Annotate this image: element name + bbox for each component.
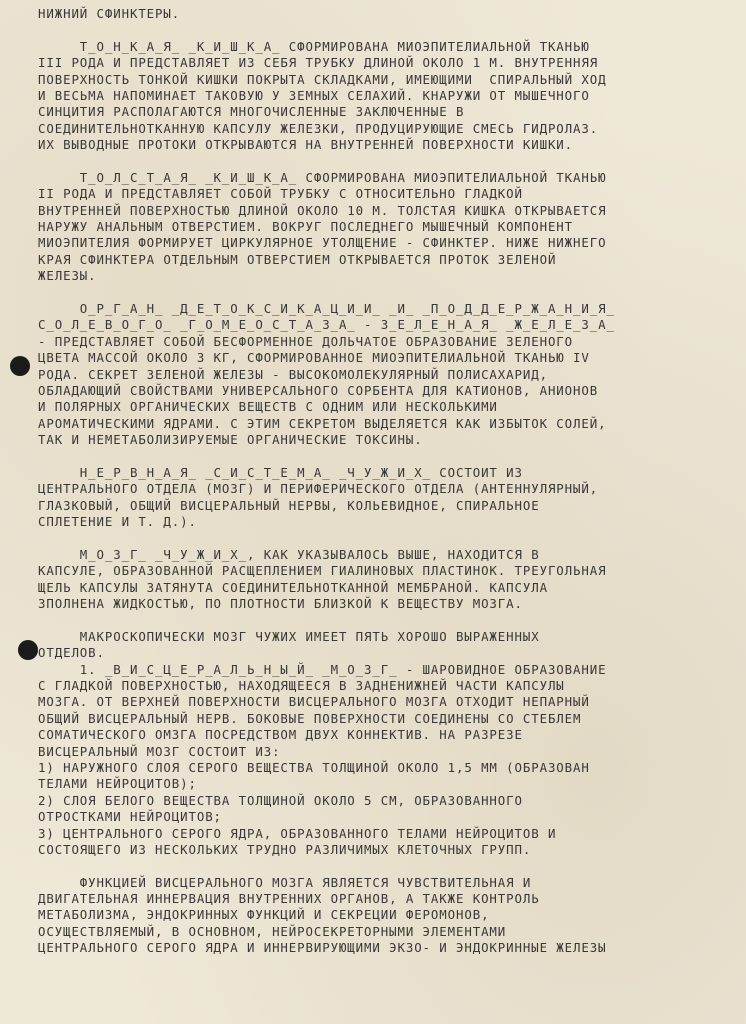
text-line: ДВИГАТЕЛЬНАЯ ИННЕРВАЦИЯ ВНУТРЕННИХ ОРГАНОВ, А ТАКЖЕ КОНТРОЛЬ (38, 891, 540, 907)
document-text (38, 6, 738, 957)
text-line: ВНУТРЕННЕЙ ПОВЕРХНОСТЬЮ ДЛИНОЙ ОКОЛО 10 М. ТОЛСТАЯ КИШКА ОТКРЫВАЕТСЯ (38, 202, 607, 218)
text-line: ОТРОСТКАМИ НЕЙРОЦИТОВ; (38, 809, 222, 825)
text-line: ВИСЦЕРАЛЬНЫЙ МОЗГ СОСТОИТ ИЗ: (38, 743, 281, 759)
text-line: СОЕДИНИТЕЛЬНОТКАННУЮ КАПСУЛУ ЖЕЛЕЗКИ, ПРОДУЦИРУЮЩИЕ СМЕСЬ ГИДРОЛАЗ. (38, 120, 599, 136)
paragraph-gap (38, 154, 738, 170)
text-line: СОСТОЯЩЕГО ИЗ НЕСКОЛЬКИХ ТРУДНО РАЗЛИЧИМЫХ КЛЕТОЧНЫХ ГРУПП. (38, 841, 532, 857)
text-line: 1) НАРУЖНОГО СЛОЯ СЕРОГО ВЕЩЕСТВА ТОЛЩИНОЙ ОКОЛО 1,5 ММ (ОБРАЗОВАН (38, 759, 590, 775)
text-line: С_О_Л_Е_В_О_Г_О_ _Г_О_М_Е_О_С_Т_А_З_А_ - З_Е_Л_Е_Н_А_Я_ _Ж_Е_Л_Е_З_А_ (38, 317, 615, 333)
paragraph-gap (38, 612, 738, 628)
text-line: Т_О_Л_С_Т_А_Я_ _К_И_Ш_К_А_ СФОРМИРОВАНА МИОЭПИТЕЛИАЛЬНОЙ ТКАНЬЮ (38, 169, 607, 185)
text-line: РОДА. СЕКРЕТ ЗЕЛЕНОЙ ЖЕЛЕЗЫ - ВЫСОКОМОЛЕКУЛЯРНЫЙ ПОЛИСАХАРИД, (38, 366, 548, 382)
text-line: ОБЩИЙ ВИСЦЕРАЛЬНЫЙ НЕРВ. БОКОВЫЕ ПОВЕРХНОСТИ СОЕДИНЕНЫ СО СТЕБЛЕМ (38, 710, 582, 726)
paragraph-gap (38, 531, 738, 547)
text-line: ОТДЕЛОВ. (38, 645, 105, 661)
text-line: ЦЕНТРАЛЬНОГО ОТДЕЛА (МОЗГ) И ПЕРИФЕРИЧЕСКОГО ОТДЕЛА (АНТЕННУЛЯРНЫЙ, (38, 481, 599, 497)
text-line: И ВЕСЬМА НАПОМИНАЕТ ТАКОВУЮ У ЗЕМНЫХ СЕЛАХИЙ. КНАРУЖИ ОТ МЫШЕЧНОГО (38, 87, 590, 103)
text-line: КАПСУЛЕ, ОБРАЗОВАННОЙ РАСЩЕПЛЕНИЕМ ГИАЛИНОВЫХ ПЛАСТИНОК. ТРЕУГОЛЬНАЯ (38, 563, 607, 579)
text-line: С ГЛАДКОЙ ПОВЕРХНОСТЬЮ, НАХОДЯЩЕЕСЯ В ЗАДНЕНИЖНЕЙ ЧАСТИ КАПСУЛЫ (38, 678, 565, 694)
text-line: ЖЕЛЕЗЫ. (38, 268, 97, 284)
text-line: 1. _В_И_С_Ц_Е_Р_А_Л_Ь_Н_Ы_Й_ _М_О_З_Г_ - ШАРОВИДНОЕ ОБРАЗОВАНИЕ (38, 661, 607, 677)
text-line: НАРУЖУ АНАЛЬНЫМ ОТВЕРСТИЕМ. ВОКРУГ ПОСЛЕДНЕГО МЫШЕЧНЫЙ КОМПОНЕНТ (38, 219, 574, 235)
text-line: III РОДА И ПРЕДСТАВЛЯЕТ ИЗ СЕБЯ ТРУБКУ ДЛИНОЙ ОКОЛО 1 М. ВНУТРЕННЯЯ (38, 55, 599, 71)
text-line: ИХ ВЫВОДНЫЕ ПРОТОКИ ОТКРЫВАЮТСЯ НА ВНУТРЕННЕЙ ПОВЕРХНОСТИ КИШКИ. (38, 137, 574, 153)
text-line: СИНЦИТИЯ РАСПОЛАГАЮТСЯ МНОГОЧИСЛЕННЫЕ ЗАКЛЮЧЕННЫЕ В (38, 104, 465, 120)
text-line: ЗПОЛНЕНА ЖИДКОСТЬЮ, ПО ПЛОТНОСТИ БЛИЗКОЙ К ВЕЩЕСТВУ МОЗГА. (38, 596, 523, 612)
text-line: II РОДА И ПРЕДСТАВЛЯЕТ СОБОЙ ТРУБКУ С ОТНОСИТЕЛЬНО ГЛАДКОЙ (38, 186, 523, 202)
text-line: ТЕЛАМИ НЕЙРОЦИТОВ); (38, 776, 197, 792)
text-line: МЕТАБОЛИЗМА, ЭНДОКРИННЫХ ФУНКЦИЙ И СЕКРЕЦИИ ФЕРОМОНОВ, (38, 907, 490, 923)
paragraph-gap (38, 285, 738, 301)
text-line: - ПРЕДСТАВЛЯЕТ СОБОЙ БЕСФОРМЕННОЕ ДОЛЬЧАТОЕ ОБРАЗОВАНИЕ ЗЕЛЕНОГО (38, 333, 574, 349)
text-line: ТАК И НЕМЕТАБОЛИЗИРУЕМЫЕ ОРГАНИЧЕСКИЕ ТОКСИНЫ. (38, 432, 423, 448)
text-line: МИОЭПИТЕЛИЯ ФОРМИРУЕТ ЦИРКУЛЯРНОЕ УТОЛЩЕНИЕ - СФИНКТЕР. НИЖЕ НИЖНЕГО (38, 235, 607, 251)
text-line: Т_О_Н_К_А_Я_ _К_И_Ш_К_А_ СФОРМИРОВАНА МИОЭПИТЕЛИАЛЬНОЙ ТКАНЬЮ (38, 38, 590, 54)
paragraph-gap (38, 858, 738, 874)
text-line: СОМАТИЧЕСКОГО ОМЗГА ПОСРЕДСТВОМ ДВУХ КОННЕКТИВ. НА РАЗРЕЗЕ (38, 727, 523, 743)
text-line: МОЗГА. ОТ ВЕРХНЕЙ ПОВЕРХНОСТИ ВИСЦЕРАЛЬНОГО МОЗГА ОТХОДИТ НЕПАРНЫЙ (38, 694, 590, 710)
text-line: ОБЛАДАЮЩИЙ СВОЙСТВАМИ УНИВЕРСАЛЬНОГО СОРБЕНТА ДЛЯ КАТИОНОВ, АНИОНОВ (38, 382, 599, 398)
binder-hole-bottom (18, 640, 38, 660)
text-line: ГЛАЗКОВЫЙ, ОБЩИЙ ВИСЦЕРАЛЬНЫЙ НЕРВЫ, КОЛЬЕВИДНОЕ, СПИРАЛЬНОЕ (38, 497, 540, 513)
text-line: ЦЕНТРАЛЬНОГО СЕРОГО ЯДРА И ИННЕРВИРУЮЩИМИ ЭКЗО- И ЭНДОКРИННЫЕ ЖЕЛЕЗЫ (38, 940, 607, 956)
text-line: И ПОЛЯРНЫХ ОРГАНИЧЕСКИХ ВЕЩЕСТВ С ОДНИМ ИЛИ НЕСКОЛЬКИМИ (38, 399, 498, 415)
text-line: ОСУЩЕСТВЛЯЕМЫЙ, В ОСНОВНОМ, НЕЙРОСЕКРЕТОРНЫМИ ЭЛЕМЕНТАМИ (38, 923, 507, 939)
text-line: 2) СЛОЯ БЕЛОГО ВЕЩЕСТВА ТОЛЩИНОЙ ОКОЛО 5 СМ, ОБРАЗОВАННОГО (38, 792, 523, 808)
text-line: 3) ЦЕНТРАЛЬНОГО СЕРОГО ЯДРА, ОБРАЗОВАННОГО ТЕЛАМИ НЕЙРОЦИТОВ И (38, 825, 557, 841)
text-line: О_Р_Г_А_Н_ _Д_Е_Т_О_К_С_И_К_А_Ц_И_И_ _И_ _П_О_Д_Д_Е_Р_Ж_А_Н_И_Я_ (38, 301, 615, 317)
text-line: М_О_З_Г_ _Ч_У_Ж_И_Х_, КАК УКАЗЫВАЛОСЬ ВЫШЕ, НАХОДИТСЯ В (38, 546, 540, 562)
text-line: ЩЕЛЬ КАПСУЛЫ ЗАТЯНУТА СОЕДИНИТЕЛЬНОТКАННОЙ МЕМБРАНОЙ. КАПСУЛА (38, 579, 548, 595)
text-line: ПОВЕРХНОСТЬ ТОНКОЙ КИШКИ ПОКРЫТА СКЛАДКАМИ, ИМЕЮЩИМИ СПИРАЛЬНЫЙ ХОД (38, 71, 607, 87)
text-line: НИЖНИЙ СФИНКТЕРЫ. (38, 6, 181, 21)
paragraph-gap (38, 22, 738, 38)
text-line: ФУНКЦИЕЙ ВИСЦЕРАЛЬНОГО МОЗГА ЯВЛЯЕТСЯ ЧУВСТВИТЕЛЬНАЯ И (38, 874, 532, 890)
text-line: ЦВЕТА МАССОЙ ОКОЛО 3 КГ, СФОРМИРОВАННОЕ МИОЭПИТЕЛИАЛЬНОЙ ТКАНЬЮ IV (38, 350, 590, 366)
text-line: КРАЯ СФИНКТЕРА ОТДЕЛЬНЫМ ОТВЕРСТИЕМ ОТКРЫВАЕТСЯ ПРОТОК ЗЕЛЕНОЙ (38, 251, 557, 267)
binder-hole-top (10, 356, 30, 376)
text-line: Н_Е_Р_В_Н_А_Я_ _С_И_С_Т_Е_М_А_ _Ч_У_Ж_И_Х_ СОСТОИТ ИЗ (38, 464, 523, 480)
paragraph-gap (38, 449, 738, 465)
text-line: СПЛЕТЕНИЕ И Т. Д.). (38, 514, 197, 530)
text-line: АРОМАТИЧЕСКИМИ ЯДРАМИ. С ЭТИМ СЕКРЕТОМ ВЫДЕЛЯЕТСЯ КАК ИЗБЫТОК СОЛЕЙ, (38, 415, 607, 431)
text-line: МАКРОСКОПИЧЕСКИ МОЗГ ЧУЖИХ ИМЕЕТ ПЯТЬ ХОРОШО ВЫРАЖЕННЫХ (38, 628, 540, 644)
